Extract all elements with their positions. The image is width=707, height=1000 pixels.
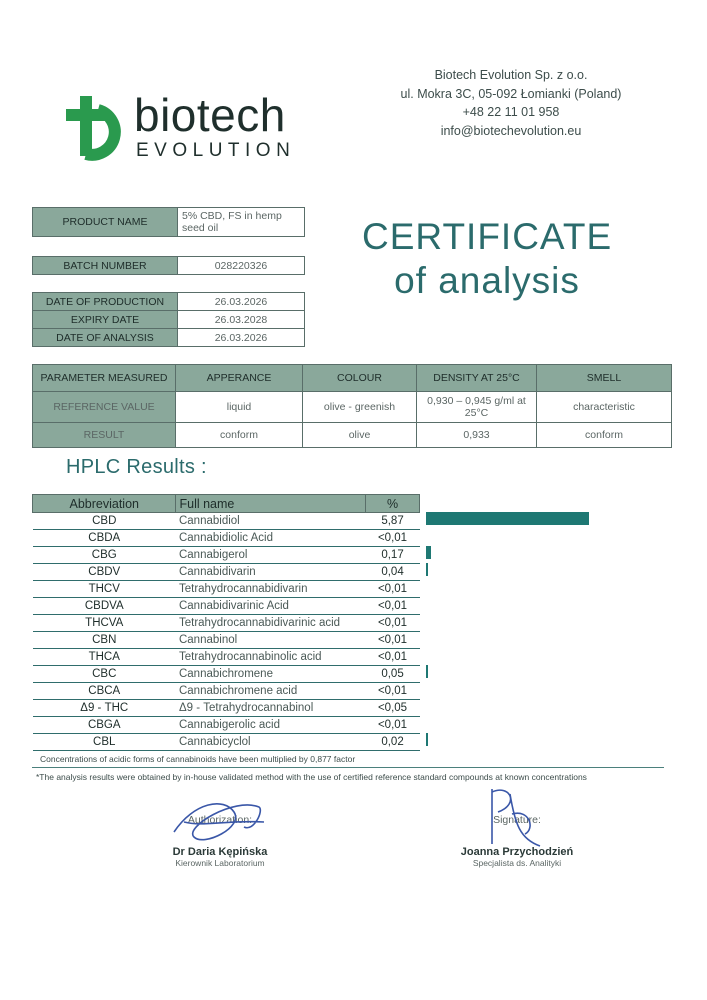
hplc-row [33,700,420,717]
hplc-row [33,581,420,598]
date-value: 26.03.2026 [178,329,305,347]
logo-wordmark: biotech [134,89,286,141]
full-name-cell: Δ9 - Tetrahydrocannabinol [176,700,366,717]
date-label: EXPIRY DATE [33,311,178,329]
hplc-bar [426,665,428,678]
abbreviation-cell: THCVA [33,615,176,632]
dates-table [32,292,305,347]
signature-block [442,814,592,868]
company-logo [66,89,326,166]
percent-cell: <0,01 [366,530,420,547]
method-note: *The analysis results were obtained by in-house validated method with the use of certified reference standard compounds at known concentrations [36,772,587,782]
acidic-forms-note: Concentrations of acidic forms of cannabinoids have been multiplied by 0,877 factor [40,754,356,764]
result-cell: conform [537,423,672,448]
title-line-2: of analysis [394,260,580,301]
product-name-value: 5% CBD, FS in hemp seed oil [178,208,305,237]
authorizer-name: Dr Daria Kępińska [172,846,268,858]
divider [32,767,664,768]
hplc-row [33,615,420,632]
reference-cell: 0,930 – 0,945 g/ml at 25°C [417,392,537,423]
hplc-body [33,513,420,751]
full-name-cell: Cannabinol [176,632,366,649]
full-name-cell: Cannabidiolic Acid [176,530,366,547]
header-cell: DENSITY AT 25°C [417,365,537,392]
full-name-cell: Cannabigerolic acid [176,717,366,734]
result-cell: conform [176,423,303,448]
signer-name: Joanna Przychodzień [460,846,574,858]
hplc-row [33,734,420,751]
authorization-heading: Authorization: [187,814,253,826]
signature-heading: Signature: [493,814,541,826]
company-info [385,66,637,140]
percent-cell: 0,02 [366,734,420,751]
full-name-cell: Cannabigerol [176,547,366,564]
company-address: ul. Mokra 3C, 05-092 Łomianki (Poland) [400,86,622,101]
reference-cell: liquid [176,392,303,423]
result-cell: 0,933 [417,423,537,448]
authorization-block [150,814,290,868]
hplc-title: HPLC Results : [66,456,207,478]
full-name-cell: Cannabichromene acid [176,683,366,700]
hplc-row [33,632,420,649]
reference-row [33,392,672,423]
percent-cell: <0,01 [366,683,420,700]
date-value: 26.03.2028 [178,311,305,329]
full-name-cell: Tetrahydrocannabinolic acid [176,649,366,666]
abbreviation-cell: CBC [33,666,176,683]
header-cell: APPERANCE [176,365,303,392]
full-name-cell: Cannabidivarin [176,564,366,581]
percent-cell: <0,01 [366,615,420,632]
signature-scribble-icon [164,792,274,852]
product-table [32,207,305,237]
header-cell: PARAMETER MEASURED [33,365,176,392]
hplc-row [33,564,420,581]
abbreviation-cell: THCA [33,649,176,666]
hplc-bar [426,546,431,559]
signature-scribble-icon [480,784,560,854]
abbreviation-cell: CBL [33,734,176,751]
hplc-row [33,513,420,530]
logo-subtitle: EVOLUTION [136,140,296,161]
parameters-table [32,364,672,448]
abbreviation-cell: CBGA [33,717,176,734]
abbreviation-cell: THCV [33,581,176,598]
result-row [33,423,672,448]
hplc-header-row [33,495,420,513]
header-cell: SMELL [537,365,672,392]
batch-number-label: BATCH NUMBER [33,257,178,275]
header-full-name: Full name [176,495,366,513]
batch-table [32,256,305,275]
abbreviation-cell: CBG [33,547,176,564]
percent-cell: <0,05 [366,700,420,717]
reference-cell: characteristic [537,392,672,423]
percent-cell: 5,87 [366,513,420,530]
abbreviation-cell: Δ9 - THC [33,700,176,717]
hplc-row [33,530,420,547]
title-line-1: CERTIFICATE [362,216,613,257]
hplc-bar [426,563,428,576]
batch-number-value: 028220326 [178,257,305,275]
header-abbreviation: Abbreviation [33,495,176,513]
company-email[interactable]: info@biotechevolution.eu [440,123,582,138]
full-name-cell: Cannabidivarinic Acid [176,598,366,615]
percent-cell: 0,17 [366,547,420,564]
percent-cell: 0,05 [366,666,420,683]
logo-mark-icon [66,96,130,162]
parameters-header-row [33,365,672,392]
hplc-bar [426,512,589,525]
full-name-cell: Cannabichromene [176,666,366,683]
hplc-bar-chart [426,511,626,751]
abbreviation-cell: CBN [33,632,176,649]
product-name-label: PRODUCT NAME [33,208,178,237]
row-label: RESULT [33,423,176,448]
abbreviation-cell: CBDA [33,530,176,547]
hplc-row [33,598,420,615]
result-cell: olive [303,423,417,448]
percent-cell: <0,01 [366,581,420,598]
company-name: Biotech Evolution Sp. z o.o. [434,68,588,82]
abbreviation-cell: CBDVA [33,598,176,615]
full-name-cell: Cannabicyclol [176,734,366,751]
percent-cell: <0,01 [366,717,420,734]
reference-cell: olive - greenish [303,392,417,423]
full-name-cell: Tetrahydrocannabidivarin [176,581,366,598]
percent-cell: <0,01 [366,598,420,615]
company-phone: +48 22 11 01 958 [462,105,560,119]
percent-cell: 0,04 [366,564,420,581]
full-name-cell: Tetrahydrocannabidivarinic acid [176,615,366,632]
abbreviation-cell: CBDV [33,564,176,581]
hplc-bar [426,733,428,746]
abbreviation-cell: CBD [33,513,176,530]
date-value: 26.03.2026 [178,293,305,311]
hplc-row [33,666,420,683]
date-label: DATE OF ANALYSIS [33,329,178,347]
certificate-title [362,215,612,303]
hplc-table [32,494,420,751]
hplc-row [33,717,420,734]
header-cell: COLOUR [303,365,417,392]
full-name-cell: Cannabidiol [176,513,366,530]
percent-cell: <0,01 [366,649,420,666]
signer-role: Specjalista ds. Analityki [472,858,562,868]
abbreviation-cell: CBCA [33,683,176,700]
header-percent: % [366,495,420,513]
row-label: REFERENCE VALUE [33,392,176,423]
hplc-row [33,683,420,700]
hplc-row [33,649,420,666]
date-label: DATE OF PRODUCTION [33,293,178,311]
hplc-row [33,547,420,564]
percent-cell: <0,01 [366,632,420,649]
authorizer-role: Kierownik Laboratorium [175,858,265,868]
